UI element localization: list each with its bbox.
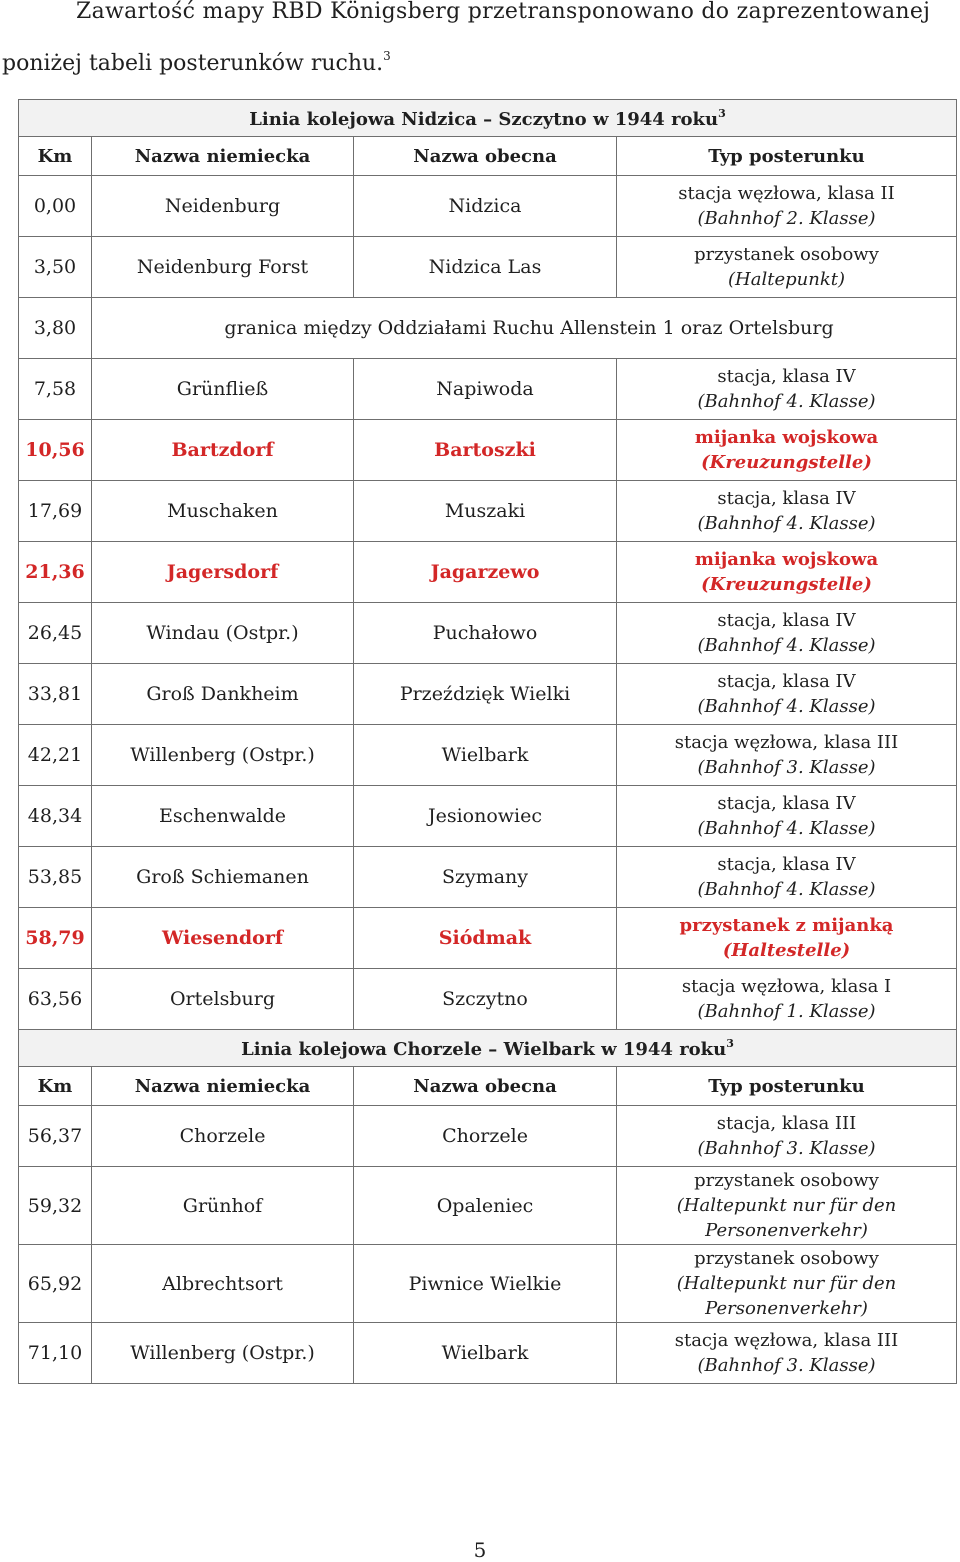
table-row (19, 481, 957, 542)
post-type-polish: stacja węzłowa, klasa III (674, 732, 899, 753)
km-cell: 53,85 (19, 847, 92, 908)
table-row (19, 176, 957, 237)
table-title (19, 100, 957, 137)
intro-line-1: Zawartość mapy RBD Königsberg przetransponowano do zaprezentowanej (76, 0, 931, 24)
table2-title (19, 1030, 957, 1067)
post-type-cell (617, 847, 957, 908)
current-name-cell: Szymany (354, 847, 617, 908)
post-type-polish: stacja, klasa III (716, 1113, 857, 1134)
col-header-km: Km (19, 137, 92, 176)
table-row (19, 1167, 957, 1245)
post-type-cell (617, 176, 957, 237)
post-type-cell (617, 908, 957, 969)
post-type-german: (Haltepunkt nur für den Personenverkehr) (676, 1195, 897, 1241)
post-type-cell (617, 1245, 957, 1323)
col-header-german-name: Nazwa niemiecka (92, 137, 354, 176)
post-type-german: (Bahnhof 3. Klasse) (697, 1355, 876, 1376)
post-type-polish: stacja, klasa IV (717, 854, 856, 875)
post-type-cell (617, 359, 957, 420)
km-cell: 42,21 (19, 725, 92, 786)
post-type-german: (Kreuzungstelle) (701, 574, 872, 595)
current-name-cell: Puchałowo (354, 603, 617, 664)
km-cell: 48,34 (19, 786, 92, 847)
table-row (19, 1106, 957, 1167)
post-type-polish: przystanek osobowy (694, 1170, 879, 1191)
footnote-ref: 3 (718, 106, 726, 120)
post-type-cell (617, 664, 957, 725)
german-name-cell: Groß Schiemanen (92, 847, 354, 908)
current-name-cell: Szczytno (354, 969, 617, 1030)
post-type-polish: stacja, klasa IV (717, 793, 856, 814)
border-km: 3,80 (19, 298, 92, 359)
post-type-cell (617, 603, 957, 664)
post-type-german: (Bahnhof 4. Klasse) (697, 635, 876, 656)
post-type-polish: stacja węzłowa, klasa II (678, 183, 895, 204)
col-header-current-name: Nazwa obecna (354, 1067, 617, 1106)
table-row (19, 1245, 957, 1323)
post-type-german: (Bahnhof 2. Klasse) (697, 208, 876, 229)
footnote-ref: 3 (726, 1036, 734, 1050)
post-type-polish: stacja węzłowa, klasa III (674, 1330, 899, 1351)
german-name-cell: Jagersdorf (92, 542, 354, 603)
current-name-cell: Siódmak (354, 908, 617, 969)
km-cell: 71,10 (19, 1323, 92, 1384)
german-name-cell: Chorzele (92, 1106, 354, 1167)
table-row (19, 969, 957, 1030)
current-name-cell: Wielbark (354, 1323, 617, 1384)
post-type-polish: przystanek osobowy (694, 1248, 879, 1269)
german-name-cell: Albrechtsort (92, 1245, 354, 1323)
table-nidzica-szczytno (18, 99, 957, 1384)
post-type-german: (Haltepunkt nur für den Personenverkehr) (676, 1273, 897, 1319)
post-type-polish: stacja, klasa IV (717, 488, 856, 509)
table-row (19, 359, 957, 420)
km-cell: 63,56 (19, 969, 92, 1030)
post-type-cell (617, 786, 957, 847)
table-row (19, 847, 957, 908)
german-name-cell: Wiesendorf (92, 908, 354, 969)
current-name-cell: Jesionowiec (354, 786, 617, 847)
post-type-polish: stacja węzłowa, klasa I (681, 976, 892, 997)
km-cell: 26,45 (19, 603, 92, 664)
post-type-polish: stacja, klasa IV (717, 366, 856, 387)
post-type-german: (Bahnhof 4. Klasse) (697, 696, 876, 717)
post-type-german: (Bahnhof 1. Klasse) (697, 1001, 876, 1022)
table-row (19, 725, 957, 786)
col-header-current-name: Nazwa obecna (354, 137, 617, 176)
km-cell: 33,81 (19, 664, 92, 725)
table-row (19, 237, 957, 298)
current-name-cell: Opaleniec (354, 1167, 617, 1245)
current-name-cell: Wielbark (354, 725, 617, 786)
german-name-cell: Grünhof (92, 1167, 354, 1245)
km-cell: 10,56 (19, 420, 92, 481)
post-type-cell (617, 1167, 957, 1245)
table-title-text: Linia kolejowa Nidzica – Szczytno w 1944 roku (249, 108, 719, 130)
german-name-cell: Neidenburg (92, 176, 354, 237)
footnote-ref: 3 (383, 49, 391, 63)
table-row (19, 603, 957, 664)
km-cell: 58,79 (19, 908, 92, 969)
km-cell: 3,50 (19, 237, 92, 298)
german-name-cell: Bartzdorf (92, 420, 354, 481)
current-name-cell: Piwnice Wielkie (354, 1245, 617, 1323)
km-cell: 56,37 (19, 1106, 92, 1167)
post-type-cell (617, 725, 957, 786)
post-type-polish: mijanka wojskowa (694, 549, 879, 570)
post-type-german: (Bahnhof 4. Klasse) (697, 818, 876, 839)
post-type-cell (617, 969, 957, 1030)
german-name-cell: Muschaken (92, 481, 354, 542)
post-type-polish: stacja, klasa IV (717, 671, 856, 692)
post-type-german: (Haltestelle) (722, 940, 851, 961)
km-cell: 17,69 (19, 481, 92, 542)
table-row (19, 664, 957, 725)
intro-line-2-text: poniżej tabeli posterunków ruchu. (2, 51, 384, 76)
german-name-cell: Willenberg (Ostpr.) (92, 1323, 354, 1384)
post-type-cell (617, 1106, 957, 1167)
table-row (19, 1323, 957, 1384)
current-name-cell: Napiwoda (354, 359, 617, 420)
division-border-note: granica między Oddziałami Ruchu Allenstein 1 oraz Ortelsburg (92, 298, 957, 359)
post-type-german: (Bahnhof 4. Klasse) (697, 879, 876, 900)
post-type-polish: przystanek osobowy (694, 244, 879, 265)
current-name-cell: Jagarzewo (354, 542, 617, 603)
post-type-polish: mijanka wojskowa (694, 427, 879, 448)
post-type-cell (617, 420, 957, 481)
german-name-cell: Eschenwalde (92, 786, 354, 847)
german-name-cell: Windau (Ostpr.) (92, 603, 354, 664)
table-row (19, 786, 957, 847)
km-cell: 21,36 (19, 542, 92, 603)
post-type-german: (Bahnhof 3. Klasse) (697, 1138, 876, 1159)
km-cell: 0,00 (19, 176, 92, 237)
german-name-cell: Willenberg (Ostpr.) (92, 725, 354, 786)
col-header-post-type: Typ posterunku (617, 1067, 957, 1106)
post-type-german: (Bahnhof 3. Klasse) (697, 757, 876, 778)
col-header-german-name: Nazwa niemiecka (92, 1067, 354, 1106)
table-row (19, 542, 957, 603)
post-type-polish: stacja, klasa IV (717, 610, 856, 631)
km-cell: 59,32 (19, 1167, 92, 1245)
current-name-cell: Bartoszki (354, 420, 617, 481)
table-row (19, 420, 957, 481)
german-name-cell: Neidenburg Forst (92, 237, 354, 298)
table-row (19, 908, 957, 969)
current-name-cell: Nidzica Las (354, 237, 617, 298)
post-type-cell (617, 1323, 957, 1384)
post-type-cell (617, 481, 957, 542)
current-name-cell: Muszaki (354, 481, 617, 542)
post-type-german: (Bahnhof 4. Klasse) (697, 391, 876, 412)
german-name-cell: Ortelsburg (92, 969, 354, 1030)
post-type-cell (617, 542, 957, 603)
table2-title-text: Linia kolejowa Chorzele – Wielbark w 1944 roku (241, 1038, 727, 1060)
post-type-german: (Bahnhof 4. Klasse) (697, 513, 876, 534)
km-cell: 65,92 (19, 1245, 92, 1323)
col-header-km: Km (19, 1067, 92, 1106)
current-name-cell: Przeździęk Wielki (354, 664, 617, 725)
page-number: 5 (473, 1538, 487, 1562)
post-type-german: (Kreuzungstelle) (701, 452, 872, 473)
post-type-polish: przystanek z mijanką (679, 915, 894, 936)
german-name-cell: Grünfließ (92, 359, 354, 420)
post-type-german: (Haltepunkt) (728, 269, 845, 290)
intro-line-2 (2, 34, 391, 86)
current-name-cell: Chorzele (354, 1106, 617, 1167)
german-name-cell: Groß Dankheim (92, 664, 354, 725)
post-type-cell (617, 237, 957, 298)
col-header-post-type: Typ posterunku (617, 137, 957, 176)
current-name-cell: Nidzica (354, 176, 617, 237)
km-cell: 7,58 (19, 359, 92, 420)
